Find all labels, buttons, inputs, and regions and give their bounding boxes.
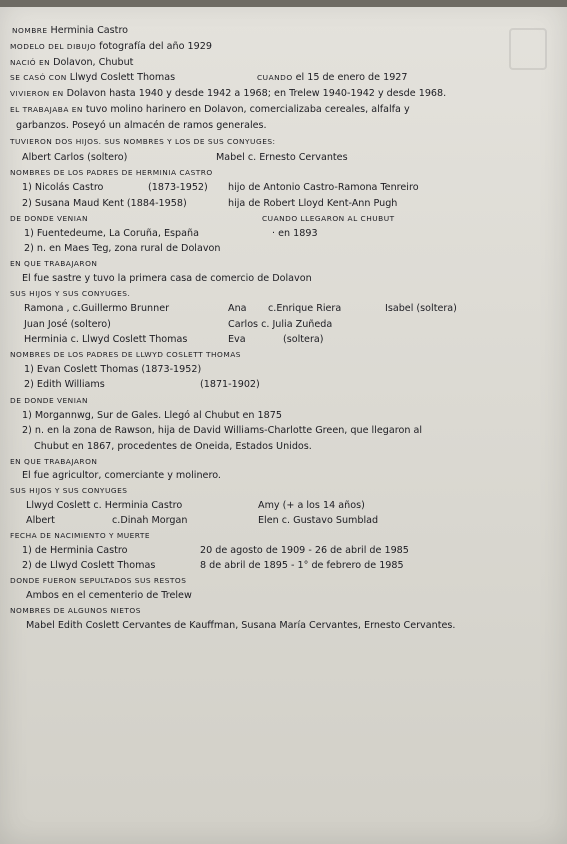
field-value: Llwyd Coslett c. Herminia Castro (26, 500, 183, 511)
field-value: garbanzos. Poseyó un almacén de ramos generales. (16, 120, 267, 131)
field-value: tuvo molino harinero en Dolavon, comercializaba cereales, alfalfa y (85, 104, 410, 115)
field-label: EL TRABAJABA EN (10, 105, 83, 114)
field-value: hijo de Antonio Castro-Ramona Tenreiro (228, 182, 419, 193)
field-value: fotografía del año 1929 (99, 41, 212, 52)
field-label: VIVIERON EN (10, 89, 64, 98)
field-value: Ana (228, 303, 247, 314)
field-value: Isabel (soltera) (385, 303, 457, 314)
field-value: 2) n. en la zona de Rawson, hija de David Williams-Charlotte Green, que llegaron al (22, 425, 423, 436)
field-value: Albert Carlos (soltero) (22, 152, 128, 163)
field-value: Dolavon, Chubut (53, 57, 134, 68)
field-value: Dolavon hasta 1940 y desde 1942 a 1968; en Trelew 1940-1942 y desde 1968. (66, 88, 447, 99)
field-value: Eva (228, 334, 246, 345)
field-value: 20 de agosto de 1909 - 26 de abril de 1985 (200, 545, 409, 556)
field-label: DONDE FUERON SEPULTADOS SUS RESTOS (10, 576, 187, 585)
field-value: 2) Edith Williams (24, 379, 105, 390)
field-value: 2) Susana Maud Kent (1884-1958) (22, 198, 187, 209)
field-value: 2) de Llwyd Coslett Thomas (22, 560, 156, 571)
field-value: c.Enrique Riera (268, 303, 342, 314)
field-value: el 15 de enero de 1927 (295, 72, 408, 83)
show-through-mark (509, 28, 547, 70)
field-value: c.Dinah Morgan (112, 515, 188, 526)
top-edge-strip (0, 0, 567, 7)
field-value: 1) Evan Coslett Thomas (1873-1952) (24, 364, 202, 375)
field-label: CUANDO LLEGARON AL CHUBUT (262, 214, 395, 223)
field-value: 1) de Herminia Castro (22, 545, 128, 556)
field-value: Chubut en 1867, procedentes de Oneida, Estados Unidos. (34, 441, 312, 452)
field-label: FECHA DE NACIMIENTO Y MUERTE (10, 531, 151, 540)
field-value: 8 de abril de 1895 - 1° de febrero de 1985 (200, 560, 404, 571)
field-value: El fue agricultor, comerciante y molinero. (22, 470, 221, 481)
field-label: MODELO DEL DIBUJO (10, 42, 97, 51)
field-label: SE CASÓ CON (10, 73, 67, 82)
field-value: 1) Morgannwg, Sur de Gales. Llegó al Chubut en 1875 (22, 410, 282, 421)
field-value: 2) n. en Maes Teg, zona rural de Dolavon (24, 243, 221, 254)
field-label: SUS HIJOS Y SUS CONYUGES. (10, 289, 131, 298)
field-label: SUS HIJOS Y SUS CONYUGES (10, 486, 128, 495)
field-value: (soltera) (283, 334, 324, 345)
field-value: (1873-1952) (148, 182, 208, 193)
field-value: hija de Robert Lloyd Kent-Ann Pugh (228, 198, 398, 209)
field-label: DE DONDE VENIAN (10, 214, 88, 223)
field-value: 1) Nicolás Castro (22, 182, 104, 193)
field-value: (1871-1902) (200, 379, 260, 390)
field-value: Ambos en el cementerio de Trelew (26, 590, 192, 601)
field-value: 1) Fuentedeume, La Coruña, España (24, 228, 199, 239)
field-value: Albert (26, 515, 55, 526)
field-label: CUANDO (257, 73, 293, 82)
field-value: · en 1893 (272, 228, 318, 239)
field-label: NOMBRE (12, 26, 48, 35)
field-value: Herminia c. Llwyd Coslett Thomas (24, 334, 188, 345)
field-label: TUVIERON DOS HIJOS. SUS NOMBRES Y LOS DE SUS CONYUGES: (10, 137, 276, 146)
field-value: Mabel Edith Coslett Cervantes de Kauffman, Susana María Cervantes, Ernesto Cervantes. (26, 620, 456, 631)
field-value: Herminia Castro (50, 25, 129, 36)
field-value: Ramona , c.Guillermo Brunner (24, 303, 170, 314)
field-label: NOMBRES DE LOS PADRES DE HERMINIA CASTRO (10, 168, 213, 177)
field-value: Mabel c. Ernesto Cervantes (216, 152, 348, 163)
field-value: El fue sastre y tuvo la primera casa de comercio de Dolavon (22, 273, 312, 284)
field-value: Carlos c. Julia Zuñeda (228, 319, 333, 330)
field-label: NOMBRES DE ALGUNOS NIETOS (10, 606, 141, 615)
field-value: Juan José (soltero) (24, 319, 111, 330)
field-label: EN QUE TRABAJARON (10, 457, 98, 466)
field-value: Amy (+ a los 14 años) (258, 500, 365, 511)
field-label: NACIÓ EN (10, 58, 51, 67)
field-label: NOMBRES DE LOS PADRES DE LLWYD COSLETT THOMAS (10, 350, 241, 359)
field-label: DE DONDE VENIAN (10, 396, 88, 405)
field-label: EN QUE TRABAJARON (10, 259, 98, 268)
field-value: Elen c. Gustavo Sumblad (258, 515, 379, 526)
field-value: Llwyd Coslett Thomas (69, 72, 176, 83)
